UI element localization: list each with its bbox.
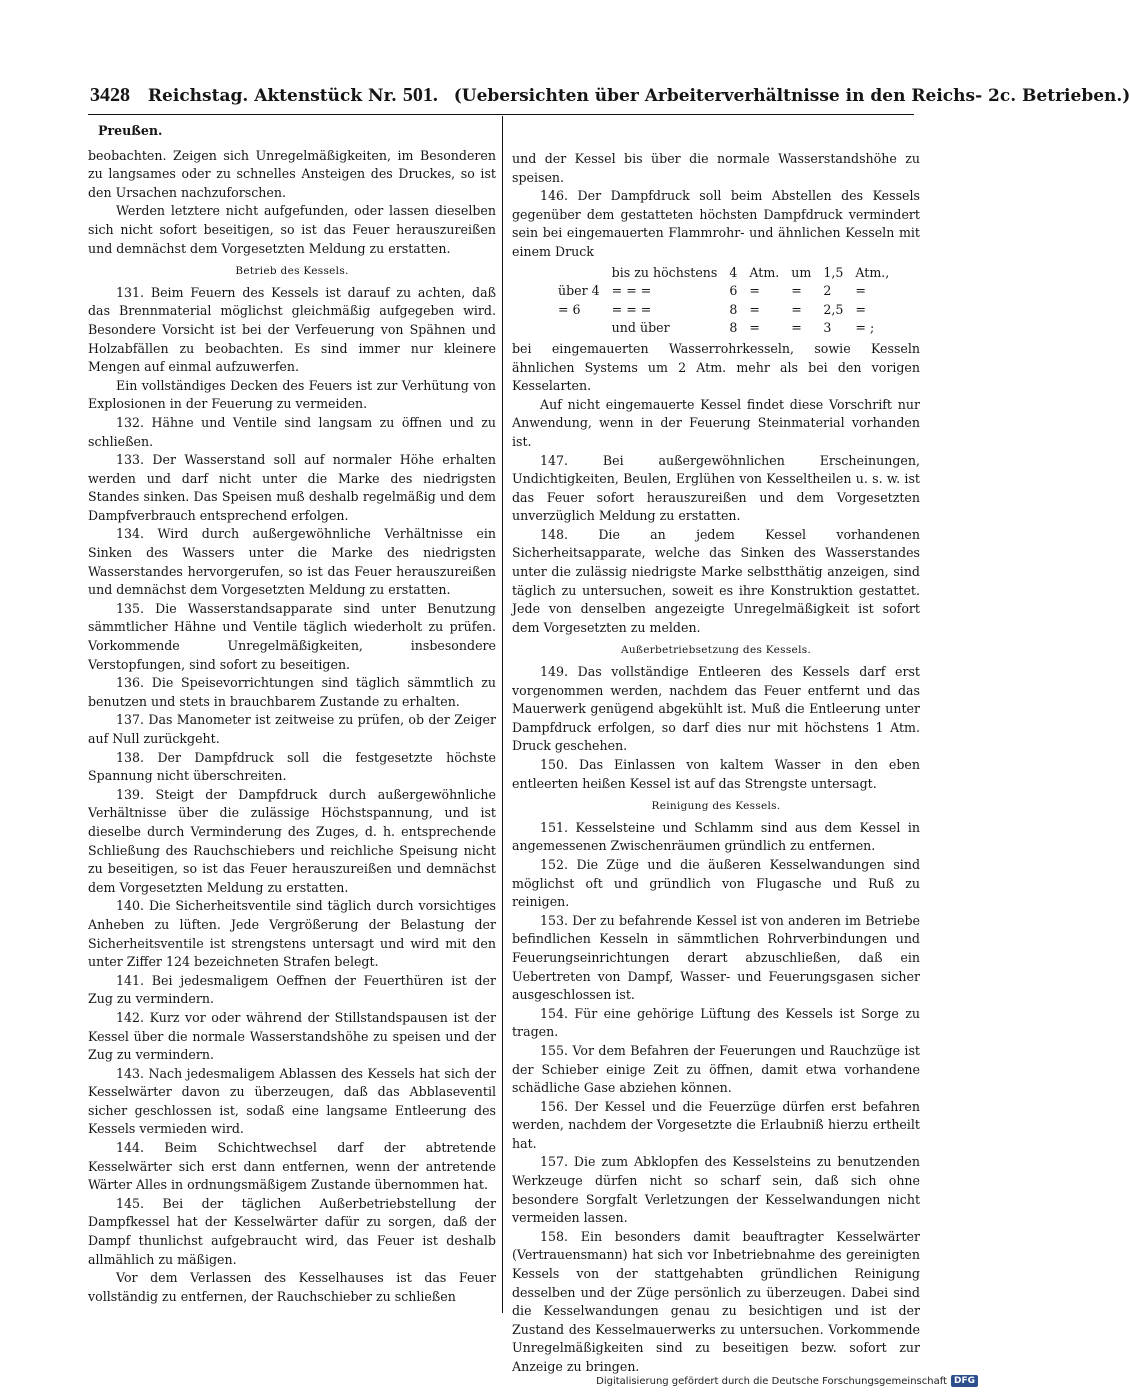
table-cell: bis zu höchstens [611, 264, 718, 280]
table-cell: 6 [729, 283, 738, 299]
paragraph-143: 143. Nach jedesmaligem Ablassen des Kessels hat sich der Kesselwärter davon zu überzeugen, daß das Abblaseventil sicher geschlossen ist, sodaß eine langsame Entleerung des Kessels vermieden wird. [88, 1065, 496, 1137]
paragraph-137: 137. Das Manometer ist zeitweise zu prüfen, ob der Zeiger auf Null zurückgeht. [88, 712, 496, 746]
table-cell: 4 [729, 264, 738, 280]
paragraph-133: 133. Der Wasserstand soll auf normaler Höhe erhalten werden und darf nicht unter die Marke des niedrigsten Standes sinken. Das Speisen muß deshalb regelmäßig und dem Dampfverbrauch entsprechend erfolgen. [88, 452, 496, 523]
table-cell: 8 [729, 320, 738, 336]
table-cell: = [791, 283, 802, 299]
left-column [88, 122, 496, 1306]
table-cell: = [749, 301, 760, 317]
paragraph-138: 138. Der Dampfdruck soll die festgesetzte höchste Spannung nicht überschreiten. [88, 749, 496, 784]
page-number: 3428 [90, 84, 130, 106]
paragraph-135: 135. Die Wasserstandsapparate sind unter Benutzung sämmtlicher Hähne und Ventile täglich wiederholt zu prüfen. Vorkommende Unregelmäßigkeiten, insbesondere Verstopfungen, sind sofort zu beseitigen. [88, 600, 496, 672]
table-cell: = [791, 301, 802, 317]
document-number: 501. [402, 84, 438, 106]
paragraph-155: 155. Vor dem Befahren der Feuerungen und Rauchzüge ist der Schieber einige Zeit zu öffnen, damit etwa vorhandene schädliche Gase abziehen können. [512, 1042, 920, 1096]
paragraph-156: 156. Der Kessel und die Feuerzüge dürfen erst befahren werden, nachdem der Vorgesetzte die Erlaubniß hierzu ertheilt hat. [512, 1098, 920, 1151]
table-cell: Atm. [749, 264, 780, 280]
paragraph: Ein vollständiges Decken des Feuers ist zur Verhütung von Explosionen in der Feuerung zu vermeiden. [88, 377, 496, 412]
table-cell: Atm., [855, 264, 890, 280]
table-row [552, 301, 895, 320]
paragraph-139: 139. Steigt der Dampfdruck durch außergewöhnliche Verhältnisse über die zulässige Höchstspannung, und ist dieselbe durch Verminderung des Zuges, d. h. entsprechende Schließung des Rauchschiebers und reichliche Speisung nicht zu beseitigen, so ist das Feuer herauszureißen und demnächst dem Vorgesetzten Meldung zu erstatten. [88, 786, 496, 895]
region-label: Preußen. [98, 123, 163, 138]
paragraph-144: 144. Beim Schichtwechsel darf der abtretende Kesselwärter sich erst dann entfernen, wenn der antretende Wärter Alles in ordnungsmäßigem Zustande übernommen hat. [88, 1140, 496, 1193]
table-cell: 3 [823, 320, 832, 336]
paragraph-131: 131. Beim Feuern des Kessels ist darauf zu achten, daß das Brennmaterial möglichst gleichmäßig aufgegeben wird. Besondere Vorsicht ist bei der Verfeuerung von Spähnen und Holzabfällen zu beobachten. Es sind immer nur kleinere Mengen auf einmal aufzuwerfen. [88, 284, 496, 375]
table-cell: = [749, 320, 760, 336]
table-cell: = ; [855, 320, 875, 336]
paragraph-132: 132. Hähne und Ventile sind langsam zu öffnen und zu schließen. [88, 414, 496, 449]
paragraph: beobachten. Zeigen sich Unregelmäßigkeiten, im Besonderen zu langsames oder zu schnelles Ansteigen des Druckes, so ist den Ursachen nachzuforschen. [88, 147, 496, 200]
table-cell: 1,5 [823, 264, 844, 280]
table-cell: = 6 [558, 301, 581, 317]
table-cell: = [791, 320, 802, 336]
paragraph-136: 136. Die Speisevorrichtungen sind täglich sämmtlich zu benutzen und stets in brauchbarem Zustande zu erhalten. [88, 675, 496, 709]
section-heading: Betrieb des Kessels. [235, 265, 349, 278]
paragraph: bei eingemauerten Wasserrohrkesseln, sowie Kesseln ähnlichen Systems um 2 Atm. mehr als bei den vorigen Kesselarten. [512, 340, 920, 394]
table-cell: = = = [611, 301, 652, 317]
section-heading: Außerbetriebsetzung des Kessels. [620, 644, 812, 657]
table-cell: = [855, 301, 866, 317]
paragraph-145: 145. Bei der täglichen Außerbetriebstellung der Dampfkessel hat der Kesselwärter dafür zu sorgen, daß der Dampf thunlichst aufgebraucht wird, das Feuer ist deshalb allmählich zu mäßigen. [88, 1195, 496, 1267]
paragraph-142: 142. Kurz vor oder während der Stillstandspausen ist der Kessel über die normale Wasserstandshöhe zu speisen und der Zug zu vermindern. [88, 1009, 496, 1063]
header-title: Reichstag. Aktenstück Nr. [147, 86, 397, 106]
paragraph-141: 141. Bei jedesmaligem Oeffnen der Feuerthüren ist der Zug zu vermindern. [88, 972, 496, 1007]
paragraph: Auf nicht eingemauerte Kessel findet diese Vorschrift nur Anwendung, wenn in der Feuerung Steinmaterial vorhanden ist. [512, 396, 920, 449]
page-header [90, 84, 1130, 107]
section-heading: Reinigung des Kessels. [651, 800, 781, 813]
table-row [552, 264, 895, 283]
paragraph-151: 151. Kesselsteine und Schlamm sind aus dem Kessel in angemessenen Zwischenräumen gründlich zu entfernen. [512, 819, 920, 854]
paragraph-154: 154. Für eine gehörige Lüftung des Kessels ist Sorge zu tragen. [512, 1005, 920, 1040]
table-cell [552, 264, 606, 283]
paragraph-150: 150. Das Einlassen von kaltem Wasser in den eben entleerten heißen Kessel ist auf das Strengste untersagt. [512, 757, 920, 791]
paragraph-134: 134. Wird durch außergewöhnliche Verhältnisse ein Sinken des Wassers unter die Marke des niedrigsten Wasserstandes hervorgerufen, so ist das Feuer herauszureißen und demnächst dem Vorgesetzten Meldung zu erstatten. [88, 526, 496, 598]
header-rule [88, 114, 914, 115]
table-cell: und über [611, 320, 670, 336]
right-column [512, 150, 920, 1377]
footer-text: Digitalisierung gefördert durch die Deutsche Forschungsgemeinschaft [596, 1375, 947, 1387]
paragraph: Vor dem Verlassen des Kesselhauses ist das Feuer vollständig zu entfernen, der Rauchschieber zu schließen [88, 1270, 496, 1304]
paragraph-157: 157. Die zum Abklopfen des Kesselsteins zu benutzenden Werkzeuge dürfen nicht so scharf sein, daß sich ohne besondere Sorgfalt Verletzungen der Kesselwandungen nicht vermeiden lassen. [512, 1154, 920, 1226]
paragraph: Werden letztere nicht aufgefunden, oder lassen dieselben sich nicht sofort beseitigen, so ist das Feuer herauszureißen und demnächst dem Vorgesetzten Meldung zu erstatten. [88, 203, 496, 256]
paragraph: und der Kessel bis über die normale Wasserstandshöhe zu speisen. [512, 151, 920, 185]
table-cell: um [791, 264, 812, 280]
pressure-table [552, 264, 895, 338]
table-cell: 2 [823, 283, 832, 299]
paragraph-153: 153. Der zu befahrende Kessel ist von anderen im Betriebe befindlichen Kesseln in sämmtlichen Rohrverbindungen und Feuerungseinrichtungen derart abzuschließen, daß ein Uebertreten von Dampf, Wasser- und Feuerungsgasen sicher ausgeschlossen ist. [512, 912, 920, 1003]
table-cell [552, 319, 606, 338]
table-cell: 8 [729, 301, 738, 317]
table-row [552, 282, 895, 301]
header-subtitle: (Uebersichten über Arbeiterverhältnisse in den Reichs- 2c. Betrieben.) [453, 86, 1130, 106]
paragraph-140: 140. Die Sicherheitsventile sind täglich durch vorsichtiges Anheben zu lüften. Jede Vergrößerung der Belastung der Sicherheitsventile ist strengstens untersagt und wird mit den unter Ziffer 124 bezeichneten Strafen belegt. [88, 898, 496, 970]
paragraph-147: 147. Bei außergewöhnlichen Erscheinungen, Undichtigkeiten, Beulen, Erglühen von Kesseltheilen u. s. w. ist das Feuer sofort herauszureißen und dem Vorgesetzten unverzüglich Meldung zu erstatten. [512, 452, 920, 524]
table-cell: über 4 [558, 283, 600, 299]
paragraph-146: 146. Der Dampfdruck soll beim Abstellen des Kessels gegenüber dem gestatteten höchsten Dampfdruck vermindert sein bei eingemauerten Flammrohr- und ähnlichen Kesseln mit einem Druck [512, 188, 920, 259]
column-divider [502, 116, 503, 1313]
paragraph-148: 148. Die an jedem Kessel vorhandenen Sicherheitsapparate, welche das Sinken des Wasserstandes unter die zulässig niedrigste Marke selbstthätig anzeigen, sind täglich zu untersuchen, soweit es ihre Konstruktion gestattet. Jede von denselben angezeigte Unregelmäßigkeit ist sofort dem Vorgesetzten zu melden. [512, 526, 920, 635]
table-cell: = [749, 283, 760, 299]
table-row [552, 319, 895, 338]
footer [596, 1375, 978, 1387]
table-cell: 2,5 [823, 301, 844, 317]
table-cell: = [855, 283, 866, 299]
paragraph-152: 152. Die Züge und die äußeren Kesselwandungen sind möglichst oft und gründlich von Flugasche und Ruß zu reinigen. [512, 856, 920, 910]
paragraph-149: 149. Das vollständige Entleeren des Kessels darf erst vorgenommen werden, nachdem das Feuer entfernt und das Mauerwerk genügend abgekühlt ist. Muß die Entleerung unter Dampfdruck erfolgen, so darf dies nur mit höchstens 1 Atm. Druck geschehen. [512, 664, 920, 754]
table-cell: = = = [611, 283, 652, 299]
dfg-logo-icon: DFG [951, 1375, 978, 1387]
paragraph-158: 158. Ein besonders damit beauftragter Kesselwärter (Vertrauensmann) hat sich vor Inbetriebnahme des gereinigten Kessels von der stattgehabten gründlichen Reinigung desselben und der Züge persönlich zu überzeugen. Dabei sind die Kesselwandungen genau zu besichtigen und ist der Zustand des Kesselmauerwerks zu untersuchen. Vorkommende Unregelmäßigkeiten sind zu beseitigen bezw. sofort zur Anzeige zu bringen. [512, 1228, 920, 1374]
